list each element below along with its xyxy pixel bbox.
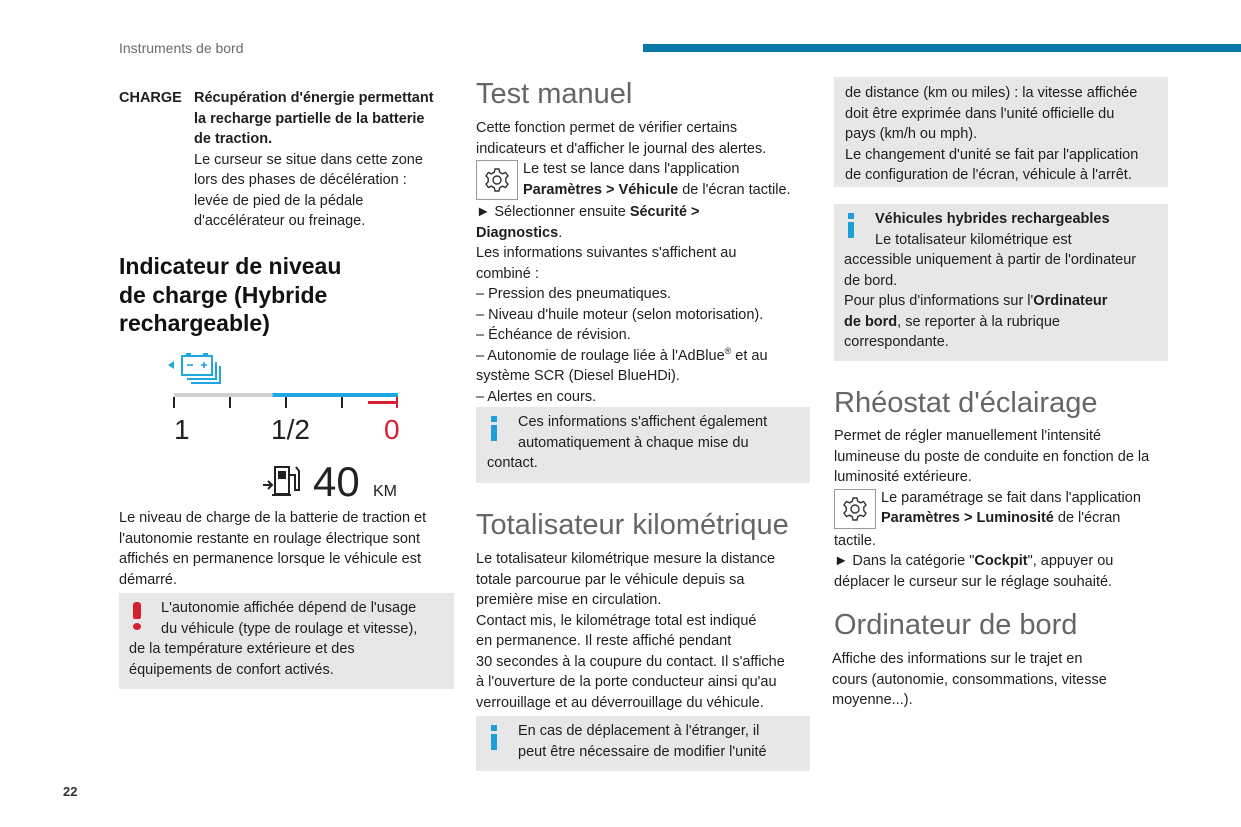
charge-text-line: levée de pied de la pédale xyxy=(194,192,364,209)
charging-station-icon xyxy=(263,467,299,495)
trip-line: moyenne...). xyxy=(832,692,913,708)
info-line: de distance (km ou miles) : la vitesse affichée xyxy=(845,85,1138,101)
rheostat-line: luminosité extérieure. xyxy=(834,469,972,485)
info-box-hybrid xyxy=(834,204,1168,361)
gauge-fill xyxy=(273,393,398,397)
info-line: peut être nécessaire de modifier l'unité xyxy=(518,743,767,760)
range-value: 40 xyxy=(313,458,360,505)
odometer-line: 30 secondes à la coupure du contact. Il s'affiche xyxy=(476,653,785,670)
info-icon xyxy=(488,416,502,446)
trip-line: Affiche des informations sur le trajet en xyxy=(832,651,1083,667)
settings-gear-icon xyxy=(476,160,518,200)
odometer-line: première mise en circulation. xyxy=(476,592,662,608)
list-item-cont: système SCR (Diesel BlueHDi). xyxy=(476,368,680,384)
trip-line: cours (autonomie, consommations, vitesse xyxy=(832,671,1107,688)
hybrid-more-last: correspondante. xyxy=(844,334,949,350)
test-heading: Test manuel xyxy=(476,78,633,110)
trip-computer-text xyxy=(832,649,1166,711)
rheo-app-path: Paramètres > Luminosité de l'écran xyxy=(881,510,1121,526)
test-intro-line: Cette fonction permet de vérifier certains xyxy=(476,120,738,136)
hybrid-title: Véhicules hybrides rechargeables xyxy=(875,211,1110,227)
info-line: automatiquement à chaque mise du xyxy=(518,434,749,451)
hybrid-line: de bord. xyxy=(844,272,898,289)
info-box-abroad xyxy=(476,716,810,771)
gauge-label-half: 1/2 xyxy=(271,414,310,445)
body-line: démarré. xyxy=(119,571,178,588)
charge-gauge xyxy=(160,350,410,510)
info-icon xyxy=(488,725,502,755)
odometer-line: Contact mis, le kilométrage total est indiqué xyxy=(476,612,757,629)
rheostat-line: Permet de régler manuellement l'intensité xyxy=(834,428,1102,444)
gauge-label-full: 1 xyxy=(174,414,190,445)
warning-line: du véhicule (type de roulage et vitesse), xyxy=(161,620,418,637)
info-line: Le changement d'unité se fait par l'application xyxy=(845,146,1139,163)
info-line: En cas de déplacement à l'étranger, il xyxy=(518,723,760,739)
test-section xyxy=(476,118,810,407)
gauge-reserve-zone xyxy=(368,401,398,404)
settings-gear-icon xyxy=(834,489,876,529)
charge-definition xyxy=(119,88,454,232)
heading-line: Indicateur de niveau xyxy=(119,253,342,279)
odometer-heading: Totalisateur kilométrique xyxy=(476,509,789,541)
warning-icon xyxy=(131,602,145,632)
gauge-description xyxy=(119,508,454,590)
charge-title-line: la recharge partielle de la batterie xyxy=(194,110,425,127)
hybrid-line: Le totalisateur kilométrique est xyxy=(875,231,1072,248)
odometer-text xyxy=(476,549,810,713)
header-accent-bar xyxy=(643,44,1241,52)
odometer-line: Le totalisateur kilométrique mesure la distance xyxy=(476,551,776,567)
test-app-line: Le test se lance dans l'application xyxy=(523,161,740,177)
warning-line: équipements de confort activés. xyxy=(129,661,334,678)
rheo-app-last: tactile. xyxy=(834,532,876,549)
charge-text-line: Le curseur se situe dans cette zone xyxy=(194,151,423,168)
info-line: pays (km/h ou mph). xyxy=(845,126,978,142)
list-item: – Niveau d'huile moteur (selon motorisation). xyxy=(476,306,764,323)
charge-title-line: de traction. xyxy=(194,131,273,147)
info-box-display xyxy=(476,407,810,483)
body-line: affichés en permanence lorsque le véhicule est xyxy=(119,551,422,567)
heading-line: rechargeable) xyxy=(119,310,270,336)
page-number: 22 xyxy=(63,784,78,799)
body-line: Le niveau de charge de la batterie de traction et xyxy=(119,510,427,526)
section-title: Instruments de bord xyxy=(119,40,244,56)
rheostat-heading: Rhéostat d'éclairage xyxy=(834,387,1098,419)
select-instruction-cont: Diagnostics. xyxy=(476,224,563,241)
list-item: – Autonomie de roulage liée à l'AdBlue® et au xyxy=(476,345,768,364)
list-item: – Alertes en cours. xyxy=(476,388,597,405)
hybrid-more-cont: de bord, se reporter à la rubrique xyxy=(844,313,1060,330)
trip-computer-heading: Ordinateur de bord xyxy=(834,609,1078,641)
charge-key: CHARGE xyxy=(119,90,182,106)
warning-line: L'autonomie affichée dépend de l'usage xyxy=(161,600,417,616)
info-line: de configuration de l'écran, véhicule à l'arrêt. xyxy=(845,167,1132,183)
select-instruction: ► Sélectionner ensuite Sécurité > xyxy=(476,204,700,220)
odometer-line: verrouillage et au déverrouillage du véhicule. xyxy=(476,694,764,711)
hybrid-more: Pour plus d'informations sur l'Ordinateur xyxy=(844,293,1108,309)
hybrid-line: accessible uniquement à partir de l'ordinateur xyxy=(844,252,1137,268)
charge-title-line: Récupération d'énergie permettant xyxy=(194,90,434,106)
rheostat-section xyxy=(834,426,1168,592)
cockpit-instruction: ► Dans la catégorie "Cockpit", appuyer ou xyxy=(834,553,1114,569)
charge-text-line: lors des phases de décélération : xyxy=(194,172,407,188)
odometer-line: à l'ouverture de la porte conducteur ainsi qu'au xyxy=(476,674,777,690)
test-app-path: Paramètres > Véhicule de l'écran tactile. xyxy=(523,181,791,198)
battery-regen-icon xyxy=(168,353,220,383)
heading-line: de charge (Hybride xyxy=(119,281,328,308)
info-line: contact. xyxy=(487,455,538,471)
odometer-line: totale parcourue par le véhicule depuis sa xyxy=(476,571,745,588)
charge-text-line: d'accélérateur ou freinage. xyxy=(194,213,366,229)
charge-indicator-heading xyxy=(119,252,454,338)
cockpit-instruction-cont: déplacer le curseur sur le réglage souhaité. xyxy=(834,573,1113,590)
warning-line: de la température extérieure et des xyxy=(129,641,355,657)
rheo-app-line: Le paramétrage se fait dans l'application xyxy=(881,489,1141,506)
test-intro-line: indicateurs et d'afficher le journal des alertes. xyxy=(476,140,767,157)
info-intro-line: combiné : xyxy=(476,265,539,282)
rheostat-line: lumineuse du poste de conduite en fonction de la xyxy=(834,448,1150,465)
warning-box xyxy=(119,593,454,689)
info-line: doit être exprimée dans l'unité officielle du xyxy=(845,105,1115,122)
gauge-label-empty: 0 xyxy=(384,414,400,445)
info-icon xyxy=(845,213,859,243)
list-item: – Échéance de révision. xyxy=(476,327,631,343)
list-item: – Pression des pneumatiques. xyxy=(476,286,672,302)
body-line: l'autonomie restante en roulage électrique sont xyxy=(119,530,421,547)
info-intro-line: Les informations suivantes s'affichent au xyxy=(476,245,737,261)
info-line: Ces informations s'affichent également xyxy=(518,414,768,430)
info-box-abroad-cont xyxy=(834,77,1168,187)
range-unit: KM xyxy=(373,483,397,500)
odometer-line: en permanence. Il reste affiché pendant xyxy=(476,633,732,649)
